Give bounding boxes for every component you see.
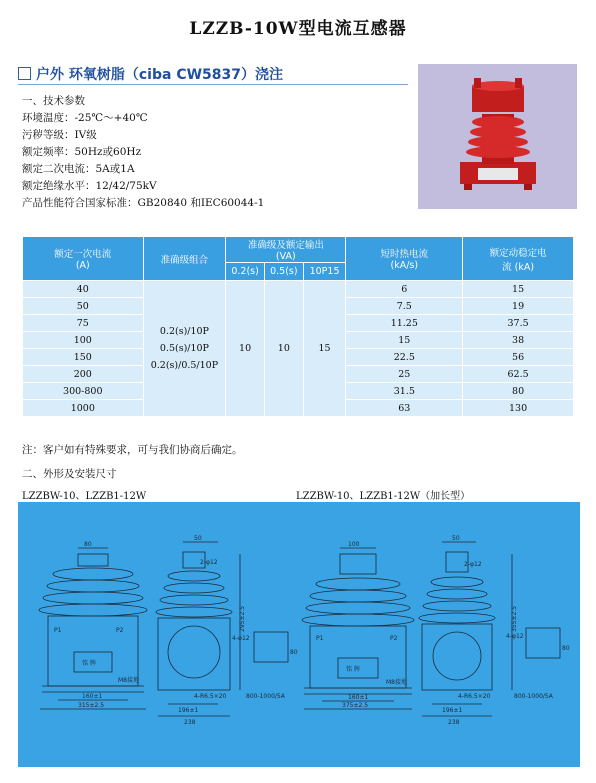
svg-text:50: 50 [452, 535, 460, 542]
svg-text:196±1: 196±1 [178, 707, 199, 714]
svg-text:160±1: 160±1 [82, 693, 103, 700]
product-photo [418, 64, 577, 209]
cell-primary: 100 [23, 332, 144, 349]
svg-text:4-R6.5×20: 4-R6.5×20 [194, 693, 227, 700]
section-title: 户外 环氧树脂（ciba CW5837）浇注 [36, 67, 283, 83]
header-thermal: 短时热电流 (kA/s) [346, 237, 463, 281]
spec-line: 环境温度：-25℃～+40℃ [22, 112, 148, 124]
spec-line: 产品性能符合国家标准：GB20840 和IEC60044-1 [22, 197, 265, 209]
cell-primary: 300-800 [23, 383, 144, 400]
cell-thermal: 11.25 [346, 315, 463, 332]
cell-dynamic: 19 [463, 298, 574, 315]
drawing-label-right: LZZBW-10、LZZB1-12W（加长型） [296, 491, 471, 502]
svg-text:375±2.5: 375±2.5 [342, 702, 369, 709]
header-sub: 0.2(s) [226, 263, 265, 281]
svg-text:160±1: 160±1 [348, 694, 369, 701]
svg-text:M8接地: M8接地 [118, 677, 139, 684]
svg-text:80: 80 [562, 645, 570, 652]
cell-dynamic: 62.5 [463, 366, 574, 383]
spec-line: 污秽等级：IV级 [22, 129, 97, 141]
page-title: LZZB-10W型电流互感器 [189, 19, 407, 39]
svg-text:196±1: 196±1 [442, 707, 463, 714]
cell-primary: 1000 [23, 400, 144, 417]
svg-text:50: 50 [194, 535, 202, 542]
cell-combo: 0.2(s)/10P 0.5(s)/10P 0.2(s)/0.5/10P [143, 281, 226, 417]
svg-text:P2: P2 [116, 627, 124, 634]
header-primary: 额定一次电流 (A) [23, 237, 144, 281]
svg-text:P1: P1 [54, 627, 62, 634]
cell-thermal: 25 [346, 366, 463, 383]
svg-text:4-φ12: 4-φ12 [232, 635, 250, 642]
header-output: 准确级及额定输出 (VA) [226, 237, 346, 263]
header-sub: 10P15 [303, 263, 346, 281]
right-side-view [419, 535, 570, 726]
left-side-view [156, 535, 298, 726]
cell-thermal: 63 [346, 400, 463, 417]
note-text: 注：客户如有特殊要求，可与我们协商后确定。 [22, 444, 243, 456]
svg-text:4-φ12: 4-φ12 [506, 633, 524, 640]
svg-text:295±2.5: 295±2.5 [239, 605, 246, 632]
cell-output: 15 [303, 281, 346, 417]
dimension-drawing [18, 502, 580, 767]
cell-output: 10 [264, 281, 303, 417]
svg-text:P2: P2 [390, 635, 398, 642]
specs-heading: 一、技术参数 [22, 95, 85, 107]
outline-drawings [18, 502, 580, 767]
svg-text:4-R6.5×20: 4-R6.5×20 [458, 693, 491, 700]
cell-primary: 150 [23, 349, 144, 366]
svg-text:800-1000/5A: 800-1000/5A [514, 693, 553, 700]
cell-thermal: 15 [346, 332, 463, 349]
cell-dynamic: 37.5 [463, 315, 574, 332]
header-combo: 准确级组合 [143, 237, 226, 281]
svg-text:80: 80 [84, 541, 92, 548]
cell-dynamic: 80 [463, 383, 574, 400]
cell-primary: 200 [23, 366, 144, 383]
svg-text:238: 238 [448, 719, 460, 726]
cell-output: 10 [226, 281, 265, 417]
svg-text:铭 牌: 铭 牌 [82, 660, 96, 667]
spec-line: 额定频率：50Hz或60Hz [22, 146, 142, 158]
section-header [18, 62, 398, 86]
spec-line: 额定绝缘水平：12/42/75kV [22, 180, 157, 192]
section-divider [18, 84, 408, 85]
outline-heading: 二、外形及安装尺寸 [22, 468, 117, 480]
left-front-view [39, 541, 147, 709]
right-front-view [302, 541, 414, 709]
drawing-label-left: LZZBW-10、LZZB1-12W [22, 491, 147, 502]
svg-text:315±2.5: 315±2.5 [78, 702, 105, 709]
cell-thermal: 31.5 [346, 383, 463, 400]
cell-dynamic: 15 [463, 281, 574, 298]
svg-text:100: 100 [348, 541, 360, 548]
svg-text:铭 牌: 铭 牌 [346, 666, 360, 673]
cell-dynamic: 38 [463, 332, 574, 349]
cell-primary: 50 [23, 298, 144, 315]
spec-table [22, 236, 574, 417]
spec-line: 额定二次电流：5A或1A [22, 163, 135, 175]
svg-text:80: 80 [290, 649, 298, 656]
header-dynamic: 额定动稳定电 流 (kA) [463, 237, 574, 281]
svg-text:M8接地: M8接地 [386, 679, 407, 686]
cell-dynamic: 56 [463, 349, 574, 366]
svg-text:2-φ12: 2-φ12 [200, 559, 218, 566]
transformer-image [418, 64, 577, 209]
cell-primary: 75 [23, 315, 144, 332]
cell-dynamic: 130 [463, 400, 574, 417]
cell-thermal: 22.5 [346, 349, 463, 366]
svg-text:355±2.5: 355±2.5 [511, 605, 518, 632]
svg-text:P1: P1 [316, 635, 324, 642]
cell-thermal: 6 [346, 281, 463, 298]
svg-text:800-1000/5A: 800-1000/5A [246, 693, 285, 700]
svg-text:2-φ12: 2-φ12 [464, 561, 482, 568]
square-bullet-icon [18, 67, 31, 80]
cell-primary: 40 [23, 281, 144, 298]
svg-text:238: 238 [184, 719, 196, 726]
cell-thermal: 7.5 [346, 298, 463, 315]
header-sub: 0.5(s) [264, 263, 303, 281]
